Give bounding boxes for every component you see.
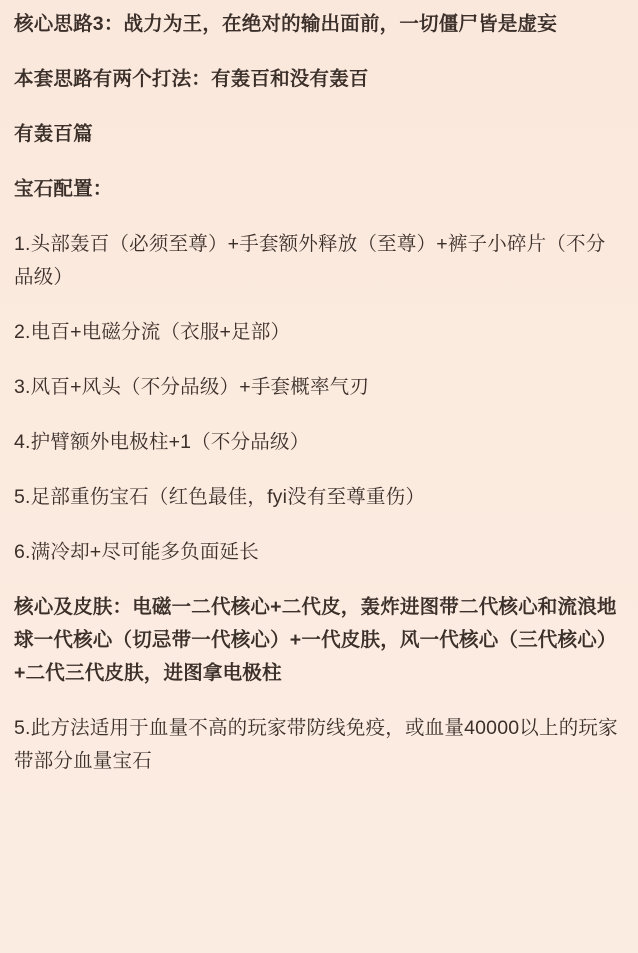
note-applicability: 5.此方法适用于血量不高的玩家带防线免疫，或血量40000以上的玩家带部分血量宝石 <box>14 717 618 772</box>
section-with-hongbai: 有轰百篇 <box>14 123 93 145</box>
section-gem-config: 宝石配置： <box>14 178 113 200</box>
gem-item-2: 2.电百+电磁分流（衣服+足部） <box>14 321 291 343</box>
gem-item-5: 5.足部重伤宝石（红色最佳，fyi没有至尊重伤） <box>14 486 426 508</box>
gem-item-6: 6.满冷却+尽可能多负面延长 <box>14 541 259 563</box>
gem-item-3: 3.风百+风头（不分品级）+手套概率气刃 <box>14 376 370 398</box>
gem-item-4: 4.护臂额外电极柱+1（不分品级） <box>14 431 310 453</box>
heading-core-idea-3: 核心思路3：战力为王，在绝对的输出面前，一切僵尸皆是虚妄 <box>14 13 557 35</box>
gem-item-1: 1.头部轰百（必须至尊）+手套额外释放（至尊）+裤子小碎片（不分品级） <box>14 233 606 288</box>
core-and-skin: 核心及皮肤：电磁一二代核心+二代皮，轰炸进图带二代核心和流浪地球一代核心（切忌带一代核心）+一代皮肤，风一代核心（三代核心）+二代三代皮肤，进图拿电极柱 <box>14 596 617 684</box>
intro-two-playstyles: 本套思路有两个打法：有轰百和没有轰百 <box>14 68 369 90</box>
